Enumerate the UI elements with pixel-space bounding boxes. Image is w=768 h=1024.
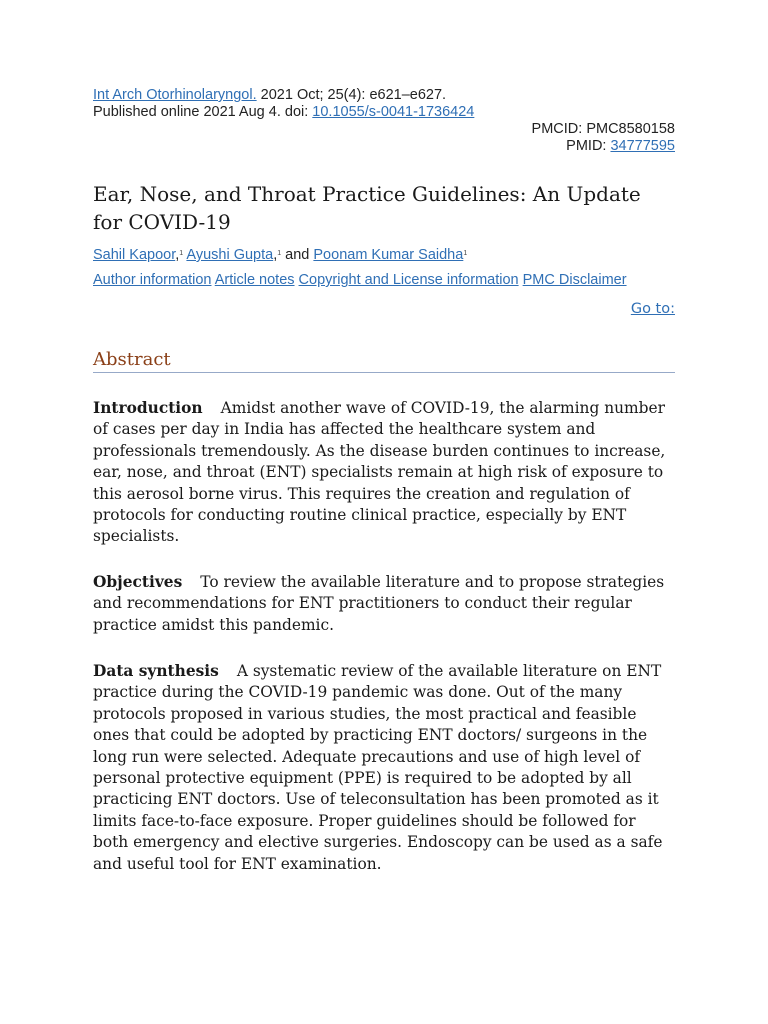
abstract-section-objectives (93, 572, 675, 636)
section-label: Objectives (93, 573, 183, 591)
article-notes-link[interactable]: Article notes (214, 272, 295, 288)
section-text: A systematic review of the available literature on ENT practice during the COVID-19 pandemic was done. Out of the many protocols proposed in various studies, the most practical and feasible ones that could be adopted by practicing ENT doctors/ surgeons in the long run were selected. Adequate precautions and use of high level of personal protective equipment (PPE) is required to be adopted by all practicing ENT doctors. Use of teleconsultation has been promoted as it limits face-to-face exposure. Proper guidelines should be followed for both emergency and elective surgeries. Endoscopy can be used as a safe and useful tool for ENT examination. (93, 662, 663, 873)
abstract-section-data-synthesis (93, 661, 675, 875)
section-label: Data synthesis (93, 662, 219, 680)
goto-link[interactable]: Go to: (630, 301, 675, 317)
disclaimer-link[interactable]: PMC Disclaimer (522, 272, 627, 288)
copyright-link[interactable]: Copyright and License information (298, 272, 519, 288)
pmcid: PMCID: PMC8580158 (531, 121, 675, 137)
citation-block (93, 87, 675, 121)
author-link[interactable]: Poonam Kumar Saidha (313, 247, 464, 263)
abstract-section-introduction (93, 398, 675, 548)
article-meta-links (93, 272, 693, 289)
article-ids (93, 121, 675, 155)
goto-container (93, 300, 675, 318)
pmid-link[interactable]: 34777595 (610, 138, 675, 154)
doi-link[interactable]: 10.1055/s-0041-1736424 (312, 104, 475, 120)
author-separator: , (175, 247, 180, 263)
author-link[interactable]: Sahil Kapoor (93, 247, 176, 263)
affiliation-marker: 1 (277, 250, 282, 257)
section-text: To review the available literature and to propose strategies and recommendations for ENT practitioners to conduct their regular practice amidst this pandemic. (93, 573, 665, 634)
author-and: and (281, 247, 314, 263)
pmid-label: PMID: (566, 138, 611, 154)
pmid-line (93, 138, 675, 155)
citation-issue: 2021 Oct; 25(4): e621–e627. (256, 87, 447, 103)
section-text: Amidst another wave of COVID-19, the alarming number of cases per day in India has affected the healthcare system and professionals tremendously. As the disease burden continues to increase, ear, nose, and throat (ENT) specialists remain at high risk of exposure to this aerosol borne virus. This requires the creation and regulation of protocols for conducting routine clinical practice, especially by ENT specialists. (93, 399, 666, 546)
article-title: Ear, Nose, and Throat Practice Guidelines: An Update for COVID-19 (93, 182, 641, 234)
published-line (93, 104, 675, 121)
published-prefix: Published online 2021 Aug 4. doi: (93, 104, 313, 120)
author-list (93, 245, 675, 264)
abstract-heading: Abstract (93, 349, 675, 373)
section-label: Introduction (93, 399, 203, 417)
citation-line (93, 87, 675, 104)
affiliation-marker: 1 (463, 250, 468, 257)
author-link[interactable]: Ayushi Gupta (186, 247, 274, 263)
journal-link[interactable]: Int Arch Otorhinolaryngol. (93, 87, 257, 103)
affiliation-marker: 1 (179, 250, 184, 257)
author-information-link[interactable]: Author information (93, 272, 212, 288)
author-separator: , (273, 247, 278, 263)
